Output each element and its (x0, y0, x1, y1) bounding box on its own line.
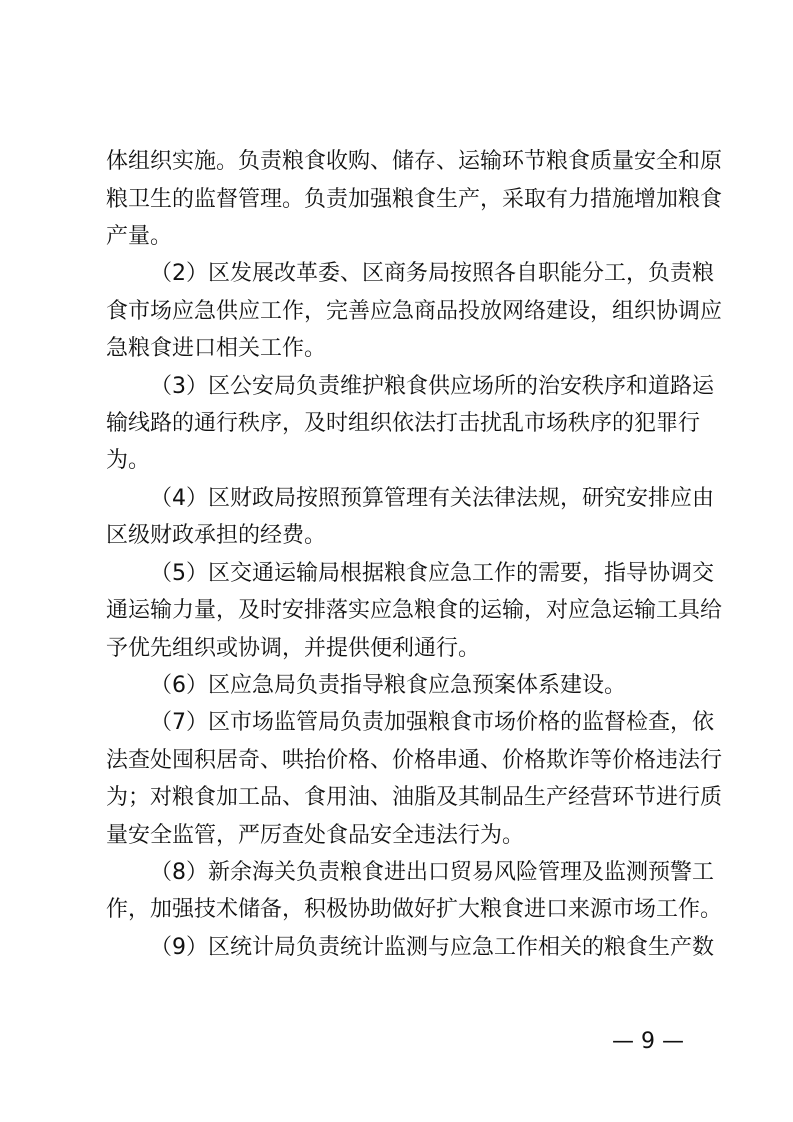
body-text-line: 作，加强技术储备，积极协助做好扩大粮食进口来源市场工作。 (106, 897, 723, 922)
body-text-line: 区级财政承担的经费。 (106, 523, 327, 548)
body-text-line: 为。 (106, 448, 151, 473)
body-text-line: 通运输力量，及时安排落实应急粮食的运输，对应急运输工具给 (106, 598, 723, 623)
body-text-line: 食市场应急供应工作，完善应急商品投放网络建设，组织协调应 (106, 299, 723, 324)
paragraph-2-first-line: （2）区发展改革委、区商务局按照各自职能分工，负责粮 (150, 261, 714, 286)
paragraph-3-first-line: （3）区公安局负责维护粮食供应场所的治安秩序和道路运 (150, 374, 714, 399)
body-text-line: 粮卫生的监督管理。负责加强粮食生产，采取有力措施增加粮食 (106, 187, 723, 212)
paragraph-7-first-line: （7）区市场监管局负责加强粮食市场价格的监督检查，依 (150, 710, 714, 735)
body-text-line: 为；对粮食加工品、食用油、油脂及其制品生产经营环节进行质 (106, 785, 723, 810)
body-text-line: 法查处囤积居奇、哄抬价格、价格串通、价格欺诈等价格违法行 (106, 748, 723, 773)
paragraph-5-first-line: （5）区交通运输局根据粮食应急工作的需要，指导协调交 (150, 561, 714, 586)
page-number: — 9 — (612, 1029, 684, 1054)
paragraph-6-line: （6）区应急局负责指导粮食应急预案体系建设。 (150, 673, 626, 698)
body-text-line: 予优先组织或协调，并提供便利通行。 (106, 636, 481, 661)
body-text-line: 量安全监管，严厉查处食品安全违法行为。 (106, 823, 525, 848)
body-text-line: 体组织实施。负责粮食收购、储存、运输环节粮食质量安全和原 (106, 149, 723, 174)
paragraph-8-first-line: （8）新余海关负责粮食进出口贸易风险管理及监测预警工 (150, 860, 714, 885)
body-text-line: 产量。 (106, 224, 173, 249)
paragraph-9-first-line: （9）区统计局负责统计监测与应急工作相关的粮食生产数 (150, 935, 714, 960)
paragraph-4-first-line: （4）区财政局按照预算管理有关法律法规，研究安排应由 (150, 486, 714, 511)
body-text-line: 输线路的通行秩序，及时组织依法打击扰乱市场秩序的犯罪行 (106, 411, 701, 436)
body-text-line: 急粮食进口相关工作。 (106, 336, 327, 361)
